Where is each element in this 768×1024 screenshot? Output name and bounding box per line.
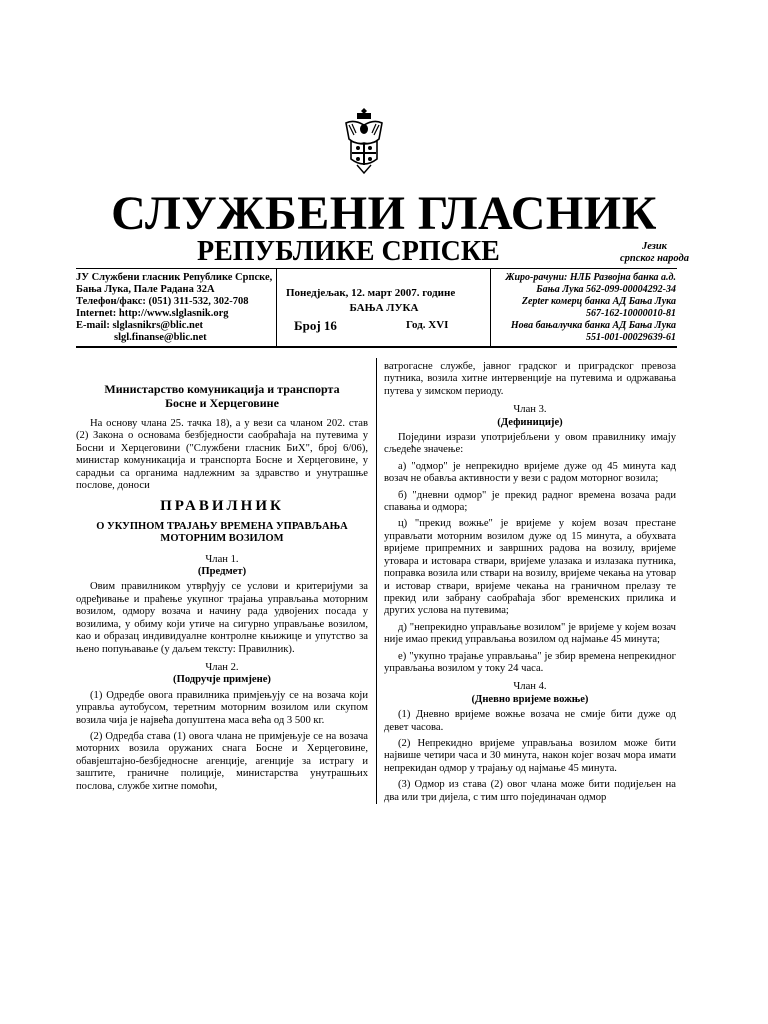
language-note xyxy=(620,241,689,265)
language-note-line: српског народа xyxy=(620,253,689,264)
article-paragraph: (3) Одмор из става (2) овог члана може бити подијељен на два или три дијела, с тим што појединачан одмор xyxy=(384,779,676,803)
article-number: Члан 4. xyxy=(513,681,547,693)
ministry-name xyxy=(76,382,368,396)
article-paragraph: ватрогасне службе, јавног градског и приградског превоза путника, возила хитне интервенције на путевима и одржавања путева у зимском периоду. xyxy=(384,361,676,397)
left-column xyxy=(76,366,368,797)
account-info xyxy=(494,272,676,344)
document-subtitle-line: О УКУПНОМ ТРАЈАЊУ ВРЕМЕНА УПРАВЉАЊА xyxy=(96,520,348,532)
header-rule-bottom xyxy=(76,346,677,348)
publisher-line: Internet: http://www.slglasnik.org xyxy=(76,308,229,319)
account-line: 567-162-10000010-81 xyxy=(586,308,676,319)
account-line: Жиро-рачуни: НЛБ Развојна банка а.д. xyxy=(505,272,676,283)
account-line: Бања Лука 562-099-00004292-34 xyxy=(536,284,676,295)
document-subtitle xyxy=(76,521,368,546)
issue-city: БАЊА ЛУКА xyxy=(349,302,419,314)
publisher-line: Телефон/факс: (051) 311-532, 302-708 xyxy=(76,296,249,307)
article-paragraph: (1) Одредбе овога правилника примјењују се на возача који управља аутобусом, теретним моторним возилом или скупом возила чија је највећа допуштена маса већа од 3 500 кг. xyxy=(76,689,368,726)
issue-date: Понедјељак, 12. март 2007. године xyxy=(286,287,456,299)
account-line: Нова бањалучка банка АД Бања Лука xyxy=(510,320,676,331)
article-paragraph: Овим правилником утврђују се услови и критеријуми за одређивање и праћење укупног трајања управљања моторним возилом, одмору возача и начину рада удвојених посада у возилима, у обиму који утиче на сигурно управљање возилом, као и образац индивидуалне контролне књижице и упутство за њено попуњавање (у даљем тексту: Правилник). xyxy=(76,581,368,655)
article-number: Члан 1. xyxy=(205,553,239,565)
definition-item: д) "непрекидно управљање возилом" је вријеме у којем возач није имао прекид управљања возилом од најмање 45 минута; xyxy=(384,621,676,646)
header-rule-top xyxy=(76,268,677,269)
definition-item: б) "дневни одмор" је прекид радног времена возача ради спавања и одмора; xyxy=(384,489,676,514)
definition-item: е) "укупно трајање управљања" је збир времена непрекидног управљања возилом у току 24 часа. xyxy=(384,650,676,674)
document-subtitle-line: МОТОРНИМ ВОЗИЛОМ xyxy=(160,533,284,545)
ministry-name xyxy=(76,396,368,410)
publisher-line: ЈУ Службени гласник Републике Српске, xyxy=(76,272,273,283)
header-divider xyxy=(276,268,277,346)
article-number: Члан 2. xyxy=(205,661,239,673)
publisher-info xyxy=(76,272,276,344)
article-title: (Предмет) xyxy=(197,566,247,578)
column-divider xyxy=(376,358,377,804)
definition-item: ц) "прекид вожње" је вријеме у којем возач престане управљати моторним возилом дуже од 15 минута, а обухвата вријеме припремних и завршних радова на возилу, вријеме утовара и истовара ствари, вријеме улазака и излазака путника, поправка возила или ствари на возилу, вријеме чекања на утовар и истовар ствари, вријеме чекања на граничном прелазу те прекид или забрану саобраћаја због временских прилика и других услова на путевима; xyxy=(384,518,676,617)
article-paragraph: (1) Дневно вријеме вожње возача не смије бити дуже од девет часова. xyxy=(384,709,676,733)
header-divider xyxy=(490,268,491,346)
definition-item: а) "одмор" је непрекидно вријеме дуже од 45 минута кад возач не обавља активности у вези с радом моторног возила; xyxy=(384,460,676,485)
account-line: Zepter комерц банка АД Бања Лука xyxy=(521,296,676,307)
article-number: Члан 3. xyxy=(513,404,547,416)
language-note-line: Језик xyxy=(641,241,667,252)
publisher-line: E-mail: slglasnikrs@blic.net xyxy=(76,320,204,331)
gazette-subtitle: РЕПУБЛИКЕ СРПСКЕ xyxy=(197,236,500,267)
ministry-line: Босне и Херцеговине xyxy=(165,396,279,410)
issue-number: Број 16 xyxy=(294,318,337,333)
article-paragraph: Поједини изрази употријебљени у овом правилнику имају сљедеће значење: xyxy=(384,432,676,456)
intro-paragraph: На основу члана 25. тачка 18), а у вези са чланом 202. став (2) Закона о основама безбједности саобраћаја на путевима у Босни и Херцеговини ("Службени гласник БиХ", број 6/06), министар комуникација и транспорта Босне и Херцеговине, у сарадњи са органима надлежним за здравство и унутрашње послове, доноси xyxy=(76,418,368,492)
article-paragraph: (2) Непрекидно вријеме управљања возилом може бити највише четири часа и 30 минута, након којег возач мора имати непрекидан одмор у трајању од најмање 45 минута. xyxy=(384,737,676,774)
right-column xyxy=(384,361,676,808)
publisher-line: slgl.finanse@blic.net xyxy=(114,332,207,343)
issue-year: Год. XVI xyxy=(406,319,449,331)
article-title: (Дневно вријеме вожње) xyxy=(471,693,589,705)
document-title: ПРАВИЛНИК xyxy=(160,498,284,515)
ministry-line: Министарство комуникација и транспорта xyxy=(104,382,340,396)
article-title: (Подручје примјене) xyxy=(173,674,271,686)
gazette-title: СЛУЖБЕНИ ГЛАСНИК xyxy=(111,187,657,240)
article-paragraph: (2) Одредба става (1) овога члана не примјењује се на возача моторних возила оружаних снага Босне и Херцеговине, обавјештајно-безбједносне агенције, агенције за истрагу и заштите, граничне полиције, министарства унутрашњих послова, службе хитне помоћи, xyxy=(76,730,368,792)
publisher-line: Бања Лука, Пале Радана 32А xyxy=(76,284,215,295)
coat-of-arms-icon xyxy=(343,105,385,175)
account-line: 551-001-00029639-61 xyxy=(586,332,676,343)
article-title: (Дефиниције) xyxy=(497,416,563,428)
